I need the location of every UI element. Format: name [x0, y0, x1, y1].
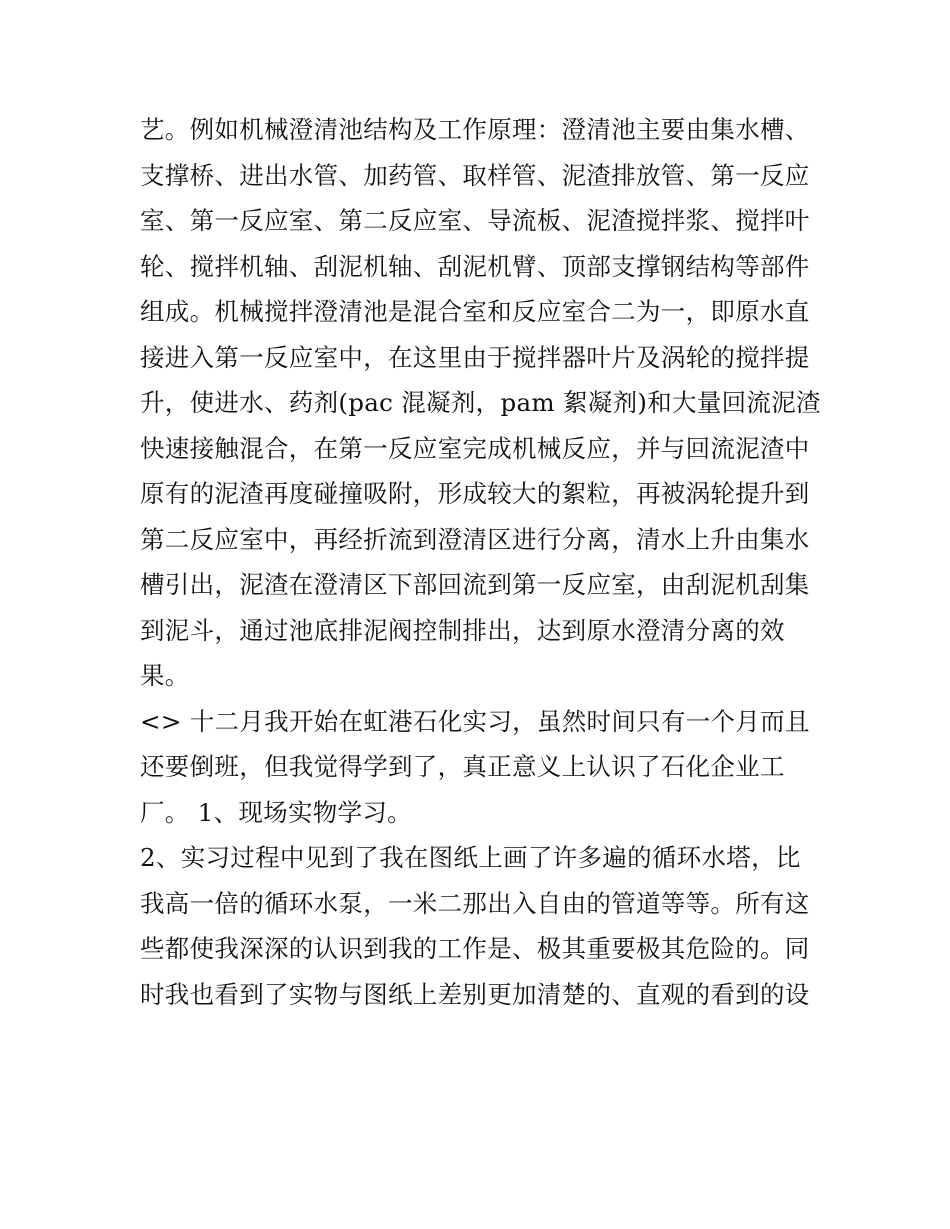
text-line: 槽引出，泥渣在澄清区下部回流到第一反应室，由刮泥机刮集 [140, 570, 810, 599]
text-line: 还要倒班，但我觉得学到了，真正意义上认识了石化企业工 [140, 752, 785, 781]
text-line: 艺。例如机械澄清池结构及工作原理：澄清池主要由集水槽、 [140, 115, 810, 144]
text-line: 原有的泥渣再度碰撞吸附，形成较大的絮粒，再被涡轮提升到 [140, 479, 810, 508]
text-line: 我高一倍的循环水泵，一米二那出入自由的管道等等。所有这 [140, 888, 810, 918]
text-line: 室、第一反应室、第二反应室、导流板、泥渣搅拌浆、搅拌叶 [140, 206, 810, 235]
text-line: 2、实习过程中见到了我在图纸上画了许多遍的循环水塔，比 [140, 843, 801, 872]
text-line: 厂。 1、现场实物学习。 [140, 797, 412, 827]
text-line: 第二反应室中，再经折流到澄清区进行分离，清水上升由集水 [140, 524, 810, 554]
text-line: 些都使我深深的认识到我的工作是、极其重要极其危险的。同 [140, 934, 810, 963]
text-line: 支撑桥、进出水管、加药管、取样管、泥渣排放管、第一反应 [140, 160, 810, 190]
text-line: 时我也看到了实物与图纸上差别更加清楚的、直观的看到的设 [140, 979, 810, 1009]
text-line: 快速接触混合，在第一反应室完成机械反应，并与回流泥渣中 [140, 433, 810, 463]
body-text [140, 107, 820, 1017]
text-line: 到泥斗，通过池底排泥阀控制排出，达到原水澄清分离的效 [140, 615, 785, 645]
text-line: 组成。机械搅拌澄清池是混合室和反应室合二为一，即原水直 [140, 297, 810, 326]
text-line: <> 十二月我开始在虹港石化实习，虽然时间只有一个月而且 [140, 706, 810, 736]
text-line: 接进入第一反应室中，在这里由于搅拌器叶片及涡轮的搅拌提 [140, 342, 810, 372]
text-line: 果。 [140, 661, 190, 690]
text-line: 轮、搅拌机轴、刮泥机轴、刮泥机臂、顶部支撑钢结构等部件 [140, 251, 810, 281]
text-line: 升，使进水、药剂(pac 混凝剂，pam 絮凝剂)和大量回流泥渣 [140, 388, 821, 417]
